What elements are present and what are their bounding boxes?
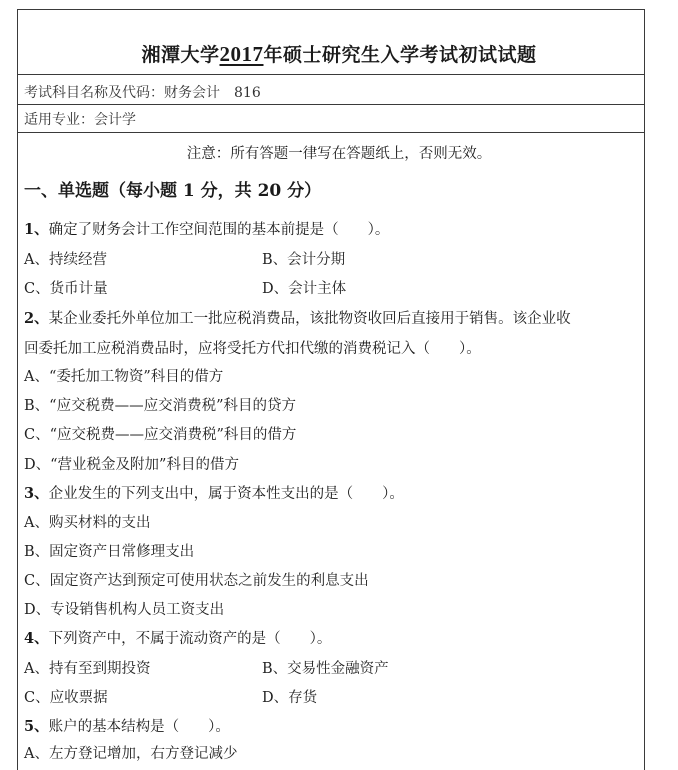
divider bbox=[17, 132, 645, 133]
question-number: 3、 bbox=[24, 485, 49, 502]
option-b: B、会计分期 bbox=[262, 252, 346, 268]
question-5 bbox=[24, 715, 230, 736]
option-a: A、购买材料的支出 bbox=[24, 515, 151, 531]
question-number: 5、 bbox=[24, 718, 49, 735]
option-a: A、持有至到期投资 bbox=[24, 661, 151, 677]
question-text: 确定了财务会计工作空间范围的基本前提是（ ）。 bbox=[48, 222, 390, 238]
subject-code: 816 bbox=[234, 85, 261, 101]
section-heading: 一、单选题（每小题 1 分，共 20 分） bbox=[24, 181, 322, 201]
option-b: B、“应交税费——应交消费税”科目的贷方 bbox=[24, 398, 296, 414]
option-d: D、“营业税金及附加”科目的借方 bbox=[24, 457, 239, 473]
question-text: 企业发生的下列支出中，属于资本性支出的是（ ）。 bbox=[48, 486, 404, 502]
question-1 bbox=[24, 218, 389, 239]
option-b: B、固定资产日常修理支出 bbox=[24, 544, 195, 560]
divider bbox=[17, 104, 645, 105]
major-line: 适用专业：会计学 bbox=[24, 112, 136, 128]
exam-title bbox=[0, 40, 678, 67]
option-d: D、会计主体 bbox=[262, 281, 347, 297]
option-c: C、“应交税费——应交消费税”科目的借方 bbox=[24, 427, 297, 443]
question-4 bbox=[24, 627, 331, 648]
option-b: B、交易性金融资产 bbox=[262, 661, 389, 677]
question-number: 1、 bbox=[24, 221, 49, 238]
question-text: 账户的基本结构是（ ）。 bbox=[48, 719, 230, 735]
question-2 bbox=[24, 307, 571, 328]
option-a: A、持续经营 bbox=[24, 252, 107, 268]
question-number: 2、 bbox=[24, 310, 49, 327]
option-d: D、存货 bbox=[262, 690, 318, 706]
notice-text: 注意：所有答题一律写在答题纸上，否则无效。 bbox=[186, 146, 492, 162]
title-exam: 年硕士研究生入学考试初试试题 bbox=[263, 44, 537, 66]
divider bbox=[17, 74, 645, 75]
title-year: 2017 bbox=[219, 42, 264, 66]
option-a: A、左方登记增加，右方登记减少 bbox=[24, 746, 238, 762]
subject-label: 考试科目名称及代码：财务会计 bbox=[24, 85, 220, 101]
question-text: 下列资产中，不属于流动资产的是（ ）。 bbox=[48, 631, 332, 647]
subject-line bbox=[24, 82, 261, 102]
title-university: 湘潭大学 bbox=[141, 44, 220, 66]
question-3 bbox=[24, 482, 404, 503]
option-c: C、货币计量 bbox=[24, 281, 108, 297]
option-c: C、应收票据 bbox=[24, 690, 108, 706]
question-2-continued: 回委托加工应税消费品时，应将受托方代扣代缴的消费税记入（ ）。 bbox=[24, 341, 481, 357]
question-text: 某企业委托外单位加工一批应税消费品，该批物资收回后直接用于销售。该企业收 bbox=[48, 311, 571, 327]
question-number: 4、 bbox=[24, 630, 49, 647]
option-d: D、专设销售机构人员工资支出 bbox=[24, 602, 225, 618]
option-a: A、“委托加工物资”科目的借方 bbox=[24, 369, 224, 385]
option-c: C、固定资产达到预定可使用状态之前发生的利息支出 bbox=[24, 573, 369, 589]
